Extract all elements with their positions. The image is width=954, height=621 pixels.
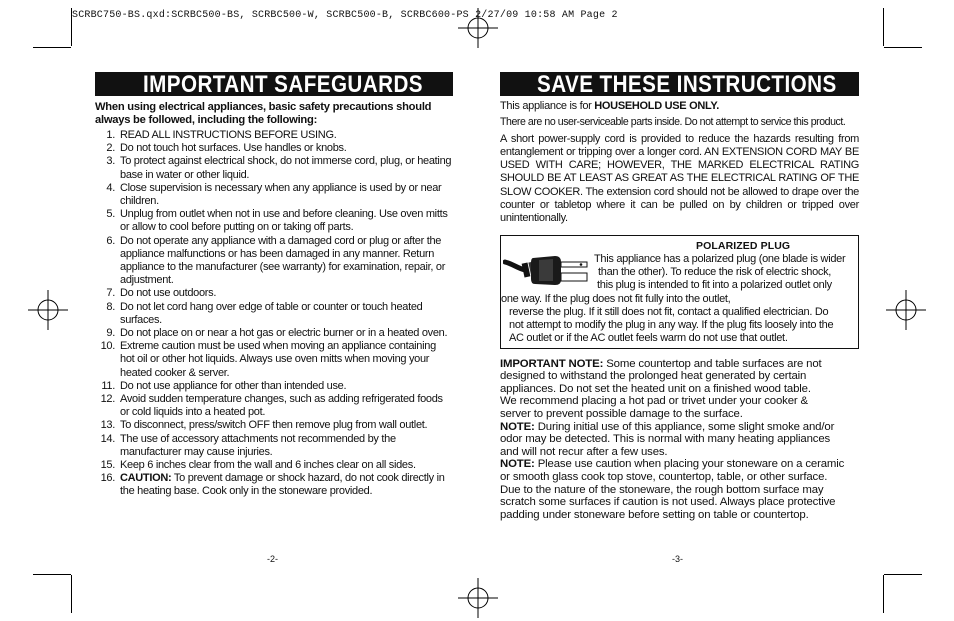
safeguard-text: Do not use appliance for other than intended use. (120, 379, 347, 392)
safeguard-number: 10. (100, 340, 115, 353)
safeguard-number: 15. (100, 459, 115, 472)
safeguard-number: 14. (100, 432, 115, 445)
safeguard-item (95, 235, 453, 288)
safeguard-text: Do not let cord hang over edge of table or counter or touch heated surfaces. (120, 300, 423, 326)
safeguard-item (95, 340, 453, 380)
safeguard-number: 13. (100, 419, 115, 432)
printer-slug: SCRBC750-BS.qxd:SCRBC500-BS, SCRBC500-W, SCRBC500-B, SCRBC600-PS 2/27/09 10:58 AM Page 2 (72, 10, 618, 21)
safeguard-item (95, 142, 453, 155)
safeguards-page (95, 72, 453, 499)
safeguard-item (95, 301, 453, 327)
safeguard-text: Avoid sudden temperature changes, such as adding refrigerated foods or cold liquids into a heated pot. (120, 393, 443, 419)
smoke-note: NOTE: During initial use of this appliance, some slight smoke and/or odor may be detected. This is normal with many heating appliances and will not recur after a few uses. (500, 420, 835, 458)
safeguard-item (95, 155, 453, 181)
plug-text-line: not attempt to modify the plug in any way. If the plug fits loosely into the (509, 319, 834, 332)
registration-mark-icon (28, 290, 68, 330)
safeguard-text: READ ALL INSTRUCTIONS BEFORE USING. (120, 129, 337, 141)
crop-mark (33, 574, 71, 575)
crop-mark (71, 8, 72, 46)
page-number-right: -3- (672, 554, 683, 564)
safeguard-item (95, 419, 453, 432)
safeguard-number: 4. (106, 181, 115, 194)
crop-mark (883, 575, 884, 613)
safeguard-number: 7. (106, 287, 115, 300)
instructions-heading: SAVE THESE INSTRUCTIONS (500, 72, 859, 96)
safeguard-item (95, 459, 453, 472)
safeguard-number: 2. (106, 142, 115, 155)
crop-mark (884, 47, 922, 48)
crop-mark (71, 575, 72, 613)
safeguards-intro: When using electrical appliances, basic safety precautions should always be followed, including the following: (95, 101, 432, 126)
safeguard-number: 11. (101, 379, 115, 392)
crop-mark (884, 574, 922, 575)
safeguard-number: 8. (106, 300, 115, 313)
safeguard-text: To protect against electrical shock, do not immerse cord, plug, or heating base in water or other liquid. (120, 155, 452, 181)
registration-mark-icon (458, 578, 498, 618)
household-use-text: This appliance is for HOUSEHOLD USE ONLY. (500, 100, 719, 112)
plug-text-line: reverse the plug. If it still does not fit, contact a qualified electrician. Do (509, 305, 829, 318)
polarized-plug-box (500, 235, 859, 349)
safeguard-number: 9. (106, 327, 115, 340)
safeguard-item (95, 129, 453, 142)
polarized-plug-title: POLARIZED PLUG (696, 239, 791, 252)
safeguard-number: 5. (106, 208, 115, 221)
polarized-plug-text (501, 253, 858, 346)
serviceable-text: There are no user-serviceable parts inside. Do not attempt to service this product. (500, 116, 846, 129)
cord-paragraph: A short power-supply cord is provided to reduce the hazards resulting from entanglement or tripping over a longer cord. AN EXTENSION CORD MAY BE USED WITH CARE; HOWEVER, THE MARKED ELECTRICAL RATING SHOULD BE AT LEAST AS GREAT AS THE ELECTRICAL RATING OF THE SLOW COOKER. The extension cord should not be allowed to drape over the counter or tabletop where it can be pulled on by children or tripped over unintentionally. (500, 132, 859, 225)
safeguard-number: 1. (106, 129, 115, 141)
registration-mark-icon (886, 290, 926, 330)
safeguard-text: Keep 6 inches clear from the wall and 6 inches clear on all sides. (120, 459, 416, 472)
safeguard-item (95, 433, 453, 459)
safeguard-text: Extreme caution must be used when moving an appliance containing hot oil or other hot liquids. Always use oven mitts when moving your heated cooker & server. (120, 340, 436, 379)
safeguard-text: Do not use outdoors. (120, 287, 217, 300)
safeguard-item (95, 287, 453, 300)
instructions-page (500, 72, 859, 521)
safeguard-number: 12. (100, 393, 115, 406)
caution-label: CAUTION: (120, 472, 172, 485)
safeguard-item (95, 380, 453, 393)
safeguard-item (95, 327, 453, 340)
safeguard-text: To disconnect, press/switch OFF then remove plug from wall outlet. (120, 419, 428, 432)
crop-mark (883, 8, 884, 46)
plug-text-line: This appliance has a polarized plug (one blade is wider (594, 252, 846, 265)
plug-text-line: one way. If the plug does not fit fully into the outlet, (501, 292, 731, 305)
safeguard-text: Close supervision is necessary when any appliance is used by or near children. (120, 181, 442, 208)
safeguard-item (95, 208, 453, 234)
safeguards-heading: IMPORTANT SAFEGUARDS (95, 72, 453, 96)
caution-text: To prevent damage or shock hazard, do not cook directly in the heating base. Cook only in the stoneware provided. (120, 472, 445, 498)
safeguards-list (95, 129, 453, 499)
crop-mark (33, 47, 71, 48)
safeguard-item (95, 393, 453, 419)
important-note: IMPORTANT NOTE: Some countertop and table surfaces are not designed to withstand the prolonged heat generated by certain appliances. Do not set the heated unit on a finished wood table. We recommend placing a hot pad or trivet under your cooker & server to prevent possible damage to the surface. (500, 357, 822, 421)
notes-section (500, 358, 859, 522)
safeguard-number: 3. (106, 155, 115, 168)
page-number-left: -2- (267, 554, 278, 564)
registration-mark-icon (458, 8, 498, 48)
plug-text-line: AC outlet or if the AC outlet feels warm do not use that outlet. (509, 332, 788, 345)
safeguard-text: Unplug from outlet when not in use and before cleaning. Use oven mitts or allow to cool before putting on or taking off parts. (120, 208, 448, 234)
safeguard-text (120, 472, 453, 498)
plug-text-line: than the other). To reduce the risk of electric shock, (598, 265, 832, 278)
plug-text-line: this plug is intended to fit into a polarized outlet only (597, 279, 832, 292)
safeguard-text: Do not operate any appliance with a damaged cord or plug or after the appliance malfunctions or has been damaged in any manner. Return appliance to the manufacturer (see warranty) for examination, repair, or adjustment. (120, 234, 446, 287)
safeguard-item-caution (95, 472, 453, 498)
safeguard-text: Do not place on or near a hot gas or electric burner or in a heated oven. (120, 327, 448, 340)
stoneware-note: NOTE: Please use caution when placing your stoneware on a ceramic or smooth glass cook top stove, countertop, table, or other surface. Due to the nature of the stoneware, the rough bottom surface may scratch some surfaces if caution is not used. Always place protective padding under stoneware before setting on table or countertop. (500, 458, 845, 521)
safeguard-text: The use of accessory attachments not recommended by the manufacturer may cause injuries. (120, 432, 396, 458)
safeguard-text: Do not touch hot surfaces. Use handles or knobs. (120, 142, 347, 155)
safeguard-item (95, 182, 453, 208)
safeguard-number: 6. (106, 234, 115, 247)
safeguard-number: 16. (100, 472, 115, 485)
